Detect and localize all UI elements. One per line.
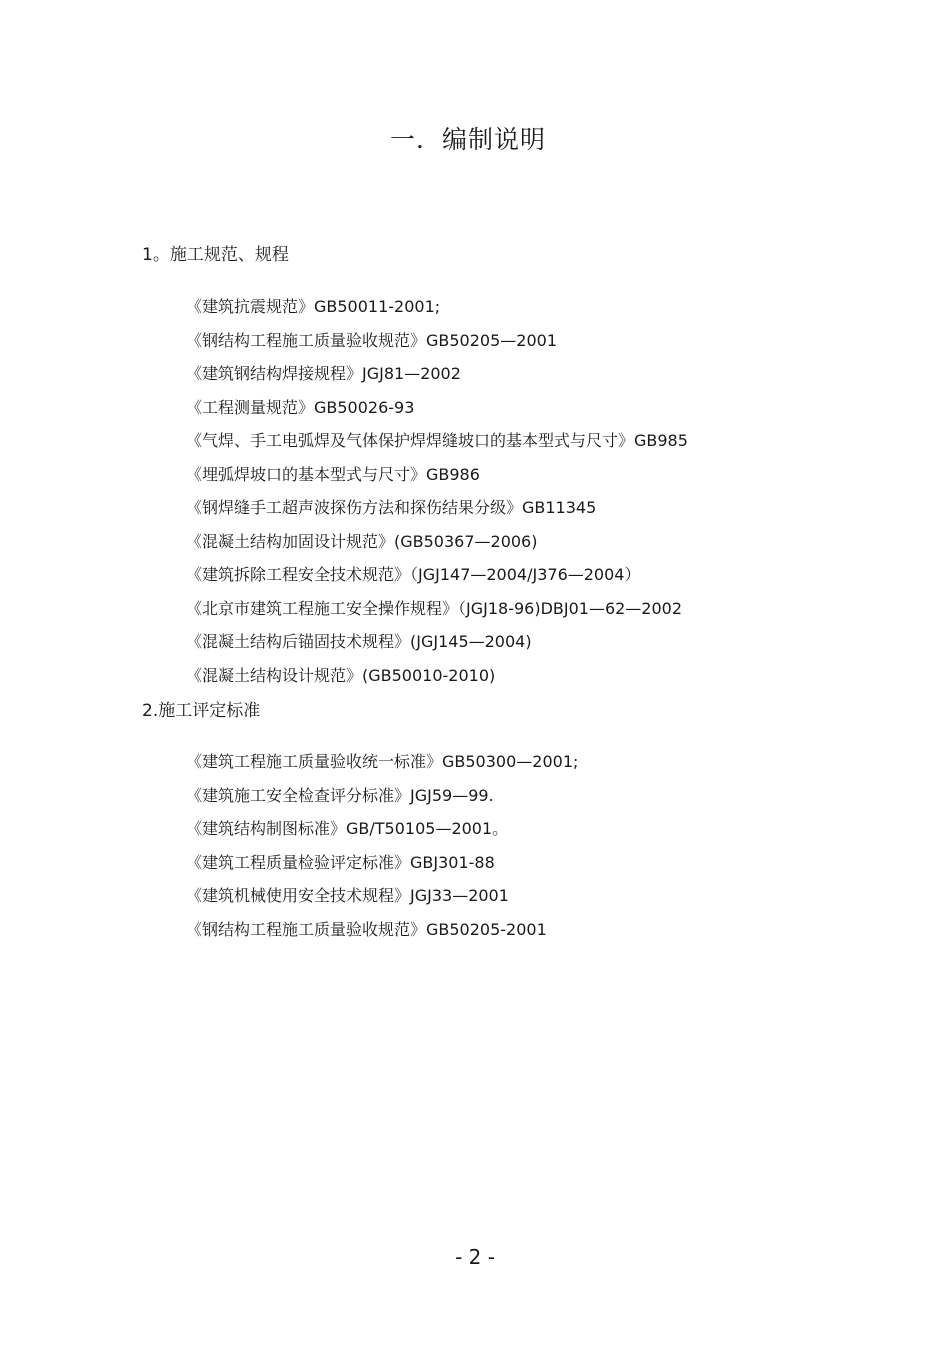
list-item: 《混凝土结构设计规范》(GB50010-2010) (186, 665, 496, 685)
list-item: 《混凝土结构后锚固技术规程》(JGJ145—2004) (186, 632, 532, 651)
list-item: 《建筑拆除工程安全技术规范》（JGJ147—2004/J376—2004） (186, 565, 641, 584)
specifications-list (186, 290, 688, 692)
list-item: 《北京市建筑工程施工安全操作规程》（JGJ18-96)DBJ01—62—2002 (186, 598, 683, 618)
list-item: 《建筑抗震规范》GB50011-2001; (186, 297, 441, 316)
list-item: 《气焊、手工电弧焊及气体保护焊焊缝坡口的基本型式与尺寸》GB985 (186, 431, 688, 450)
list-item: 《钢结构工程施工质量验收规范》GB50205—2001 (186, 330, 557, 350)
list-item: 《建筑工程质量检验评定标准》GBJ301-88 (186, 852, 495, 872)
list-item: 《埋弧焊坡口的基本型式与尺寸》GB986 (186, 464, 480, 484)
list-item: 《建筑施工安全检查评分标准》JGJ59—99. (186, 785, 494, 805)
section-heading-specifications: 1。施工规范、规程 (142, 245, 289, 265)
section-heading-evaluation-standards: 2.施工评定标准 (142, 701, 261, 721)
document-title: 一．编制说明 (389, 125, 546, 154)
list-item: 《建筑结构制图标准》GB/T50105—2001。 (186, 819, 509, 838)
list-item: 《建筑工程施工质量验收统一标准》GB50300—2001; (186, 752, 579, 771)
list-item: 《建筑机械使用安全技术规程》JGJ33—2001 (186, 886, 509, 905)
list-item: 《钢焊缝手工超声波探伤方法和探伤结果分级》GB11345 (186, 498, 597, 517)
list-item: 《工程测量规范》GB50026-93 (186, 397, 415, 417)
list-item: 《建筑钢结构焊接规程》JGJ81—2002 (186, 364, 461, 383)
evaluation-standards-list (186, 745, 578, 946)
list-item: 《混凝土结构加固设计规范》(GB50367—2006) (186, 531, 538, 551)
list-item: 《钢结构工程施工质量验收规范》GB50205-2001 (186, 919, 547, 939)
page-number: - 2 - (455, 1245, 495, 1269)
